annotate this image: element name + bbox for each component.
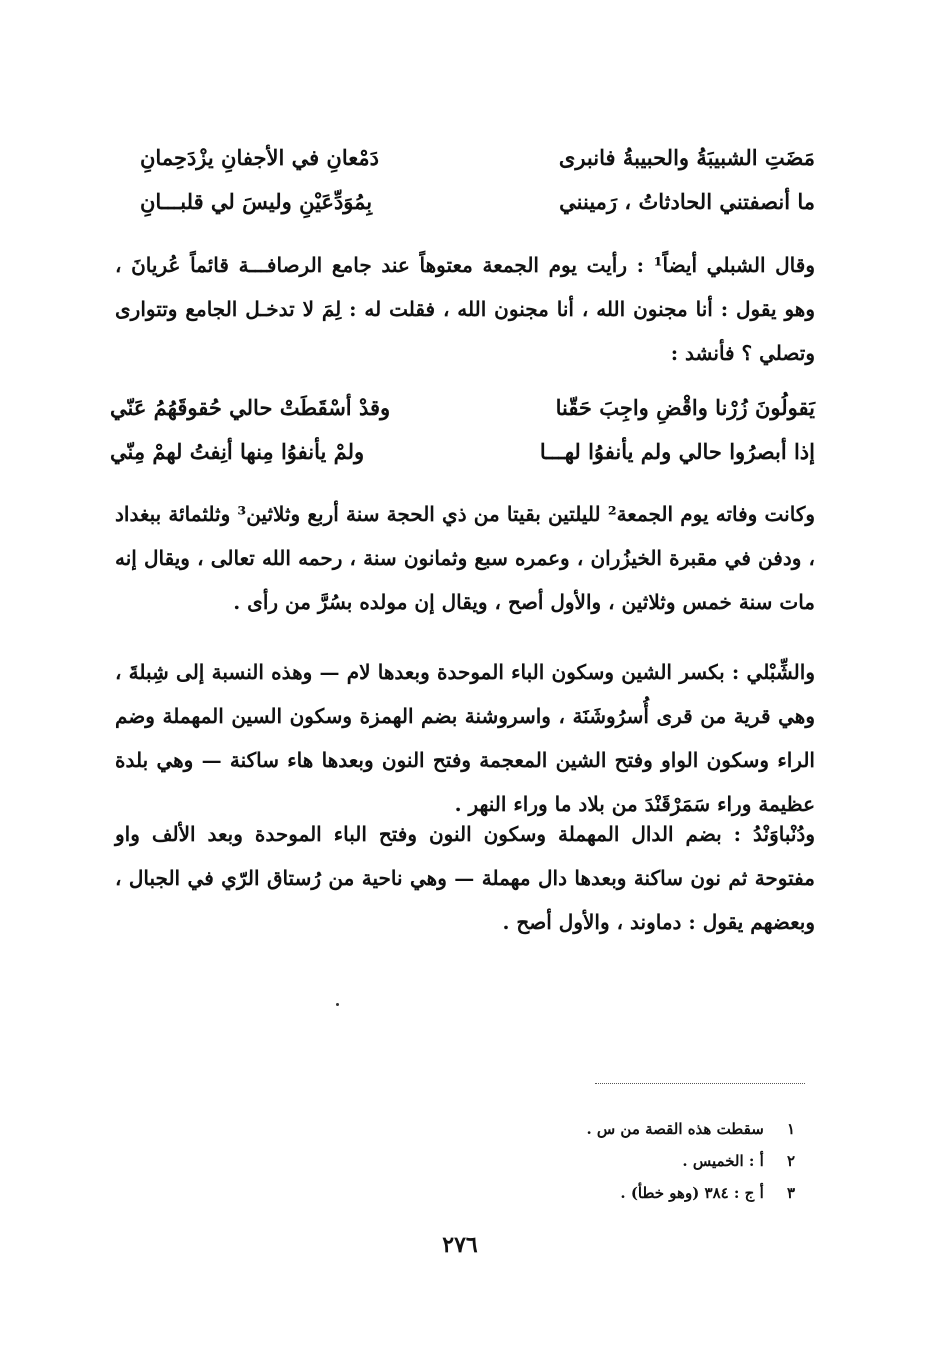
verse-hemistich-right: مَضَتِ الشبيبَةُ والحبيبةُ فانبرى — [558, 144, 815, 170]
paragraph-shibli-madman — [115, 243, 815, 375]
verse-line — [140, 179, 815, 223]
paragraph-shibli-nisba — [115, 650, 815, 826]
paragraph-text: والشِّبْلي : بكسر الشين وسكون الباء الموحدة وبعدها لام — وهذه النسبة إلى شِبلةَ ، وهي قرية من قرى أُسرُوشَنَة ، واسروشنة بضم الهمزة وسكون السين المهملة وضم الراء وسكون الواو وفتح الشين المعجمة وفتح النون وبعدها هاء ساكنة — وهي بلدة عظيمة وراء سَمَرْقَنْدَ من بلاد ما وراء النهر . — [115, 660, 815, 816]
footnotes — [500, 1113, 795, 1209]
paragraph-text: ودُنْباوَنْدُ : بضم الدال المهملة وسكون النون وفتح الباء الموحدة وبعد الألف واو مفتوحة ثم نون ساكنة وبعدها دال مهملة — وهي ناحية من رُستاق الرّي في الجبال ، وبعضهم يقول : دماوند ، والأول أصح . — [115, 822, 815, 934]
paragraph-death — [115, 492, 815, 624]
verse-line — [140, 135, 815, 179]
footnote-text: أ : الخميس . — [682, 1152, 764, 1170]
footnote-text: أ ج : ٣٨٤ (وهو خطأ) . — [620, 1184, 764, 1202]
verse-line — [110, 429, 815, 473]
paragraph-text: وقال الشبلي أيضاً¹ : رأيت يوم الجمعة معتوهاً عند جامع الرصافـــة قائماً عُريانَ ، وهو يقول : أنا مجنون الله ، أنا مجنون الله ، فقلت له : لِمَ لا تدخـل الجامع وتتوارى وتصلي ؟ فأنشد : — [115, 253, 815, 365]
paragraph-text: وكانت وفاته يوم الجمعة² لليلتين بقيتا من ذي الحجة سنة أربع وثلاثين³ وثلثمائة ببغداد ، ودفن في مقبرة الخيزُران ، وعمره سبع وثمانون سنة ، رحمه الله تعالى ، ويقال إنه مات سنة خمس وثلاثين ، والأول أصح ، ويقال إن مولده بسُرَّ من رأى . — [115, 502, 815, 614]
page-number: ٢٧٦ — [442, 1232, 478, 1258]
paragraph-dunbawand — [115, 812, 815, 944]
verse-hemistich-left: بِمُوَدِّعَيْنِ وليسَ لي قلبـــانِ — [140, 188, 373, 214]
footnote — [500, 1145, 795, 1177]
footnote-number: ٢ — [786, 1152, 795, 1170]
print-speck — [336, 1003, 339, 1006]
footnote-number: ١ — [786, 1120, 795, 1138]
verse-block-1 — [140, 135, 815, 223]
verse-hemistich-right: إذا أبصرُوا حالي ولم يأنفوُا لهـــا — [539, 438, 815, 464]
footnote — [500, 1177, 795, 1209]
verse-block-2 — [110, 385, 815, 473]
verse-hemistich-left: دَمْعانِ في الأجفانِ يزْدَحِمانِ — [140, 144, 379, 170]
footnote-text: سقطت هذه القصة من س . — [586, 1120, 764, 1138]
footnote-number: ٣ — [786, 1184, 795, 1202]
footnote — [500, 1113, 795, 1145]
verse-hemistich-right: ما أنصفتني الحادثاتُ ، رَمينني — [559, 188, 815, 214]
verse-hemistich-left: وقدْ أسْقَطَتْ حالي حُقوقَهُمُ عَنّي — [110, 394, 391, 420]
footnote-divider — [595, 1083, 805, 1084]
verse-hemistich-left: ولمْ يأنفوُا مِنها أنِفتُ لهمْ مِنّي — [110, 438, 365, 464]
verse-line — [110, 385, 815, 429]
verse-hemistich-right: يَقولُونَ زُرْنا واقْضِ واجِبَ حَقّنا — [555, 394, 815, 420]
